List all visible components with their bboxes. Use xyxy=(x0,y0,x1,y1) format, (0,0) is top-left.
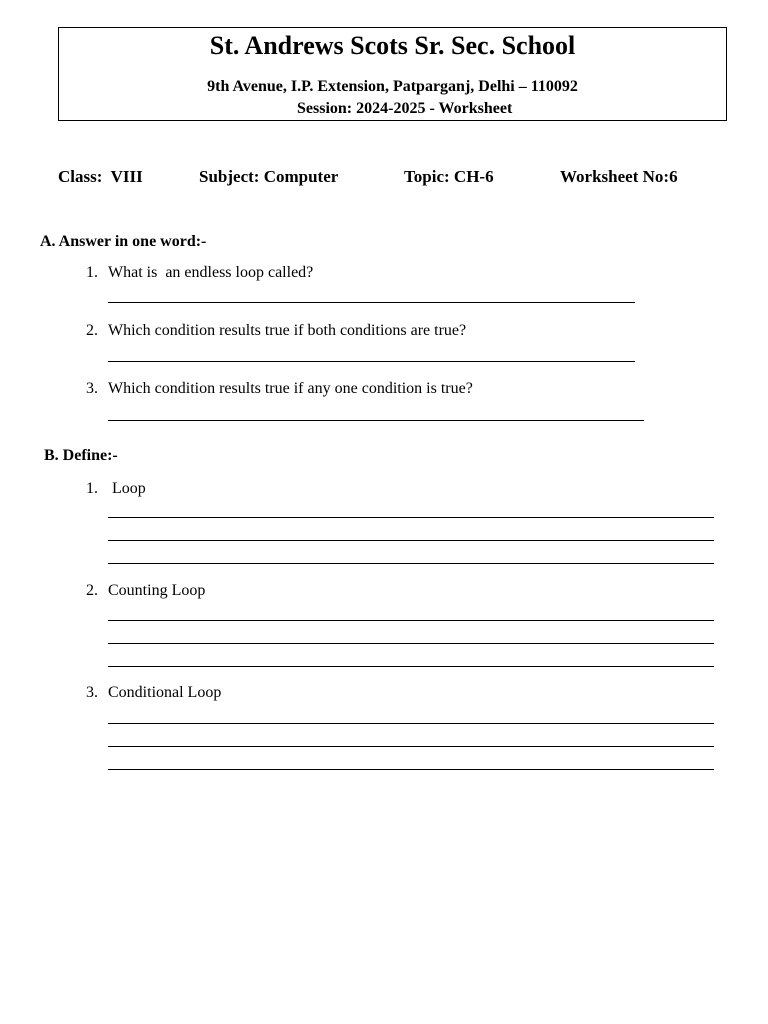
question-text: Which condition results true if any one condition is true? xyxy=(108,380,473,397)
section-a-title: A. Answer in one word:- xyxy=(40,233,207,250)
question-number: 2. xyxy=(86,322,98,339)
answer-line[interactable] xyxy=(108,620,714,621)
question-number: 1. xyxy=(86,480,98,497)
subject-label: Subject: Computer xyxy=(199,167,339,186)
answer-line[interactable] xyxy=(108,361,635,362)
school-address: 9th Avenue, I.P. Extension, Patparganj, Delhi – 110092 xyxy=(207,78,578,95)
topic-label: Topic: CH-6 xyxy=(404,167,494,186)
question-number: 3. xyxy=(86,380,98,397)
answer-line[interactable] xyxy=(108,666,714,667)
question-number: 2. xyxy=(86,582,98,599)
session-label: Session: 2024-2025 - Worksheet xyxy=(297,100,513,117)
answer-line[interactable] xyxy=(108,563,714,564)
answer-line[interactable] xyxy=(108,540,714,541)
question-text: Loop xyxy=(108,480,146,497)
answer-line[interactable] xyxy=(108,723,714,724)
header-box xyxy=(58,27,727,121)
answer-line[interactable] xyxy=(108,517,714,518)
answer-line[interactable] xyxy=(108,643,714,644)
question-text: Which condition results true if both conditions are true? xyxy=(108,322,467,339)
answer-line[interactable] xyxy=(108,746,714,747)
question-text: Conditional Loop xyxy=(108,684,222,701)
class-label: Class: VIII xyxy=(58,167,143,186)
answer-line[interactable] xyxy=(108,302,635,303)
question-number: 3. xyxy=(86,684,98,701)
question-text: What is an endless loop called? xyxy=(108,264,314,281)
question-text: Counting Loop xyxy=(108,582,206,599)
section-b-title: B. Define:- xyxy=(44,447,118,464)
answer-line[interactable] xyxy=(108,420,644,421)
answer-line[interactable] xyxy=(108,769,714,770)
school-name: St. Andrews Scots Sr. Sec. School xyxy=(209,31,576,60)
question-number: 1. xyxy=(86,264,98,281)
worksheet-number-label: Worksheet No:6 xyxy=(560,167,678,186)
